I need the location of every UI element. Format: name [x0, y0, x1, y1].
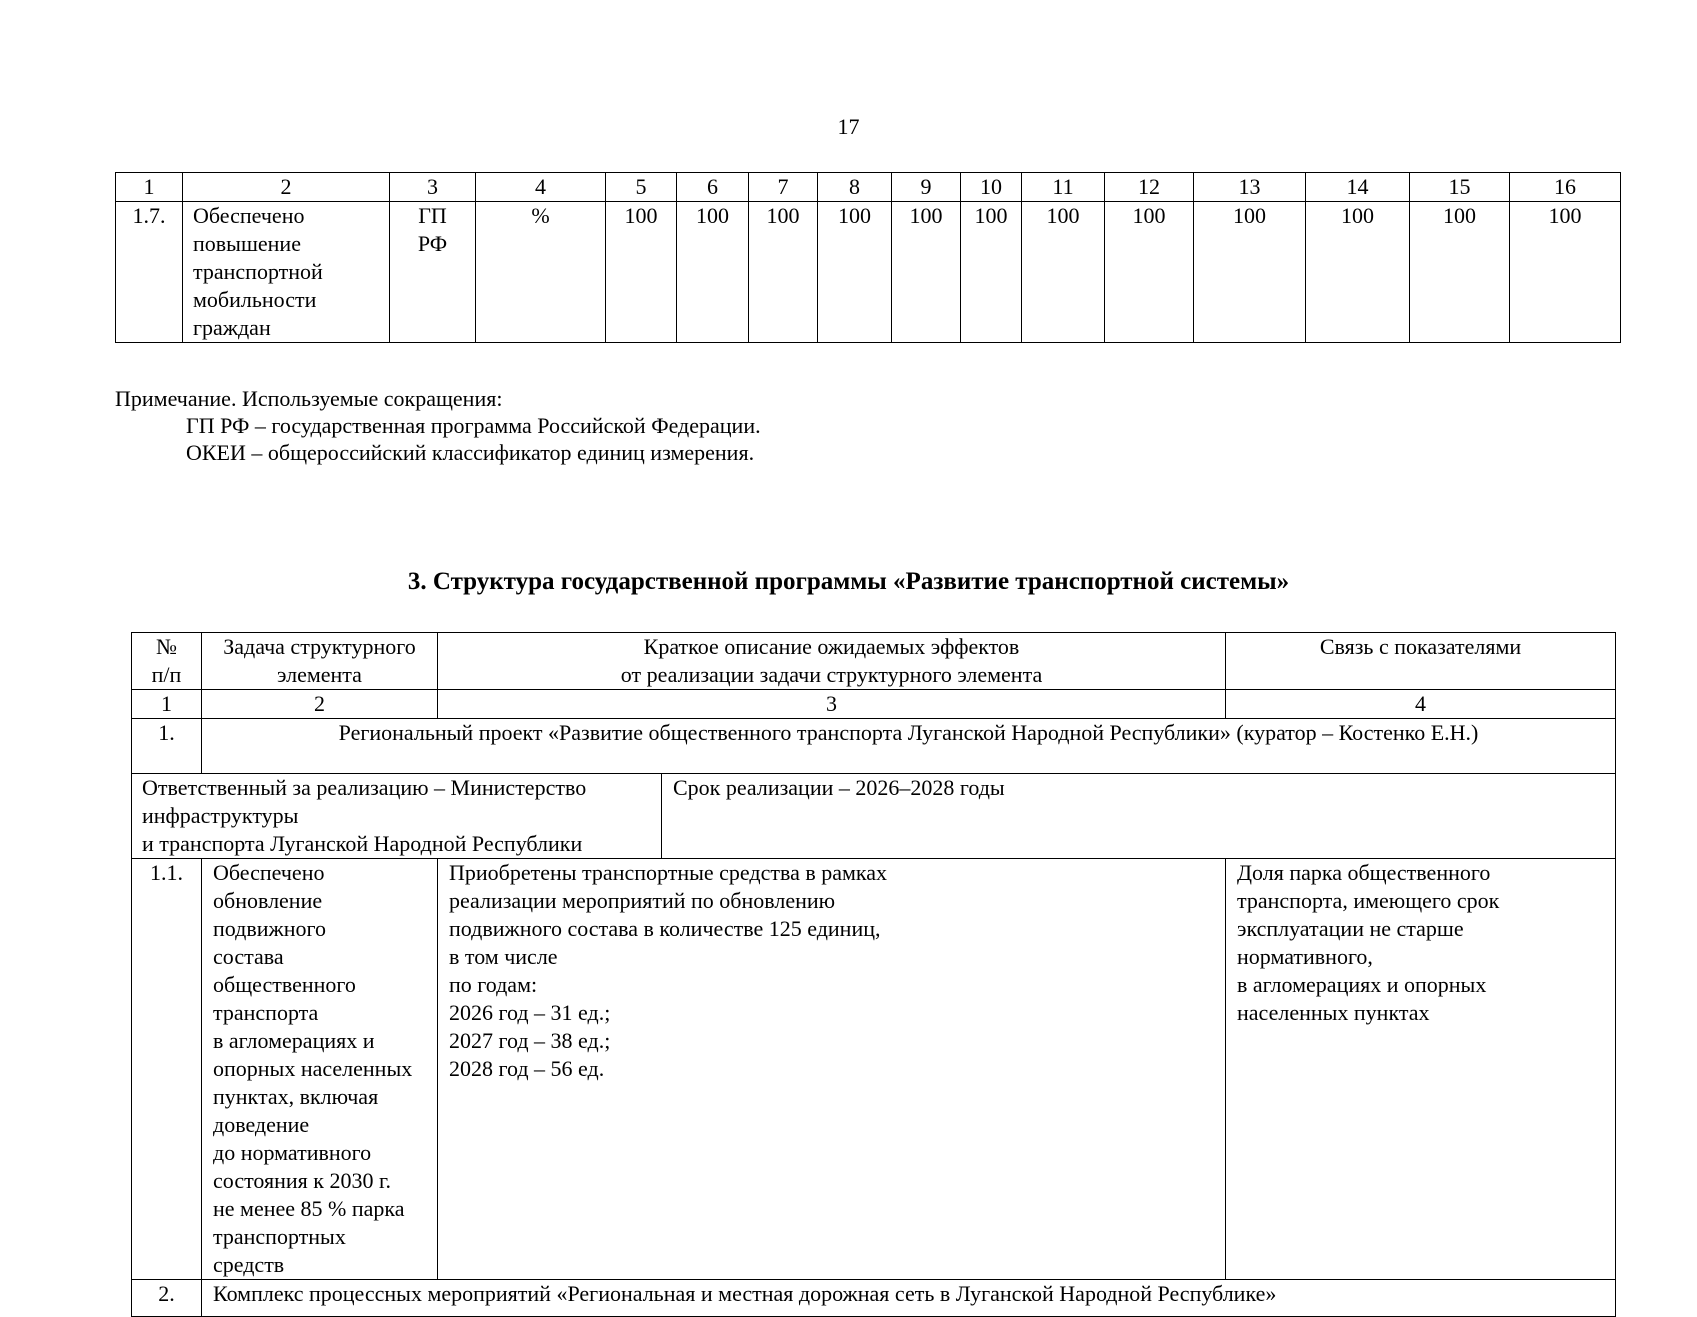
column-number: 2	[183, 173, 390, 202]
column-number: 4	[1226, 690, 1616, 719]
column-number: 15	[1410, 173, 1510, 202]
column-number: 12	[1105, 173, 1194, 202]
link-line: Доля парка общественного	[1237, 860, 1491, 885]
column-number: 14	[1306, 173, 1410, 202]
indicator-level-line: РФ	[417, 231, 448, 256]
column-number: 13	[1194, 173, 1306, 202]
indicator-unit: %	[476, 202, 606, 343]
column-number: 1	[116, 173, 183, 202]
project-row	[132, 719, 1616, 774]
header-effects-line: от реализации задачи структурного элемента	[620, 662, 1043, 687]
responsible-row	[132, 774, 1616, 859]
table-row	[116, 202, 1621, 343]
indicator-value: 100	[892, 202, 961, 343]
indicator-value: 100	[1510, 202, 1621, 343]
effect-line: реализации мероприятий по обновлению	[449, 888, 836, 913]
effect-line: в том числе	[449, 944, 558, 969]
indicator-value: 100	[749, 202, 818, 343]
link-line: в агломерациях и опорных	[1237, 972, 1487, 997]
row-number: 2.	[132, 1280, 202, 1317]
note-item: ОКЕИ – общероссийский классификатор единиц измерения.	[186, 440, 755, 465]
header-num	[132, 633, 202, 690]
column-number-row	[116, 173, 1621, 202]
indicator-name	[183, 202, 390, 343]
column-number: 4	[476, 173, 606, 202]
note-item: ГП РФ – государственная программа Российской Федерации.	[186, 413, 761, 438]
column-number: 16	[1510, 173, 1621, 202]
section-title: 3. Структура государственной программы «Развитие транспортной системы»	[407, 568, 1290, 595]
task-line: пунктах, включая доведение	[213, 1084, 379, 1137]
indicator-value: 100	[961, 202, 1022, 343]
row-number: 1.7.	[116, 202, 183, 343]
indicator-value: 100	[1105, 202, 1194, 343]
effect-line: 2026 год – 31 ед.;	[449, 1000, 611, 1025]
task-line: не менее 85 % парка транспортных	[213, 1196, 405, 1249]
header-num-line: п/п	[151, 662, 182, 687]
header-num-line: №	[156, 634, 177, 659]
column-number: 2	[202, 690, 438, 719]
indicator-name-line: Обеспечено	[193, 203, 305, 228]
task-cell	[202, 859, 438, 1280]
indicator-value: 100	[818, 202, 892, 343]
indicators-table	[115, 172, 1621, 343]
task-line: Обеспечено обновление подвижного	[213, 860, 326, 941]
indicator-value: 100	[1410, 202, 1510, 343]
effect-line: 2028 год – 56 ед.	[449, 1056, 605, 1081]
column-number: 8	[818, 173, 892, 202]
indicator-name-line: граждан	[193, 315, 271, 340]
responsible-line: Ответственный за реализацию – Министерство инфраструктуры	[142, 775, 587, 828]
link-line: эксплуатации не старше	[1237, 916, 1464, 941]
column-number: 9	[892, 173, 961, 202]
link-line: населенных пунктах	[1237, 1000, 1430, 1025]
indicator-value: 100	[606, 202, 677, 343]
note-title: Примечание. Используемые сокращения:	[115, 386, 503, 411]
column-number: 10	[961, 173, 1022, 202]
column-number: 6	[677, 173, 749, 202]
column-number: 7	[749, 173, 818, 202]
project-title: Региональный проект «Развитие общественного транспорта Луганской Народной Республики» (куратор – Костенко Е.Н.)	[202, 719, 1616, 774]
header-effects-line: Краткое описание ожидаемых эффектов	[643, 634, 1020, 659]
column-number: 11	[1022, 173, 1105, 202]
indicator-value: 100	[1022, 202, 1105, 343]
indicator-level	[390, 202, 476, 343]
indicator-value: 100	[1306, 202, 1410, 343]
indicator-value: 100	[677, 202, 749, 343]
page-number: 17	[837, 114, 860, 139]
column-number: 3	[390, 173, 476, 202]
complex-title: Комплекс процессных мероприятий «Региональная и местная дорожная сеть в Луганской Народной Республике»	[202, 1280, 1616, 1317]
task-line: средств	[213, 1252, 285, 1277]
task-line: до нормативного состояния к 2030 г.	[213, 1140, 391, 1193]
column-number: 1	[132, 690, 202, 719]
effects-cell	[438, 859, 1226, 1280]
link-line: нормативного,	[1237, 944, 1373, 969]
task-line: состава общественного транспорта	[213, 944, 356, 1025]
header-task: Задача структурного элемента	[202, 633, 438, 690]
task-row	[132, 859, 1616, 1280]
abbreviations-note	[115, 385, 761, 466]
indicator-level-line: ГП	[418, 203, 447, 228]
indicator-name-line: мобильности	[193, 287, 317, 312]
row-number: 1.1.	[132, 859, 202, 1280]
row-number: 1.	[132, 719, 202, 774]
header-effects	[438, 633, 1226, 690]
effect-line: по годам:	[449, 972, 538, 997]
responsible-line: и транспорта Луганской Народной Республики	[142, 831, 583, 856]
indicator-name-line: транспортной	[193, 259, 323, 284]
link-cell	[1226, 859, 1616, 1280]
responsible-cell	[132, 774, 662, 859]
header-link: Связь с показателями	[1226, 633, 1616, 690]
indicator-value: 100	[1194, 202, 1306, 343]
link-line: транспорта, имеющего срок	[1237, 888, 1500, 913]
task-line: в агломерациях и опорных населенных	[213, 1028, 413, 1081]
effect-line: 2027 год – 38 ед.;	[449, 1028, 611, 1053]
effect-line: подвижного состава в количестве 125 единиц,	[449, 916, 881, 941]
column-number: 5	[606, 173, 677, 202]
structure-table	[131, 632, 1616, 1317]
complex-row	[132, 1280, 1616, 1317]
column-number-row	[132, 690, 1616, 719]
effect-line: Приобретены транспортные средства в рамках	[449, 860, 888, 885]
indicator-name-line: повышение	[193, 231, 301, 256]
column-number: 3	[438, 690, 1226, 719]
term-cell: Срок реализации – 2026–2028 годы	[662, 774, 1616, 859]
header-row	[132, 633, 1616, 690]
